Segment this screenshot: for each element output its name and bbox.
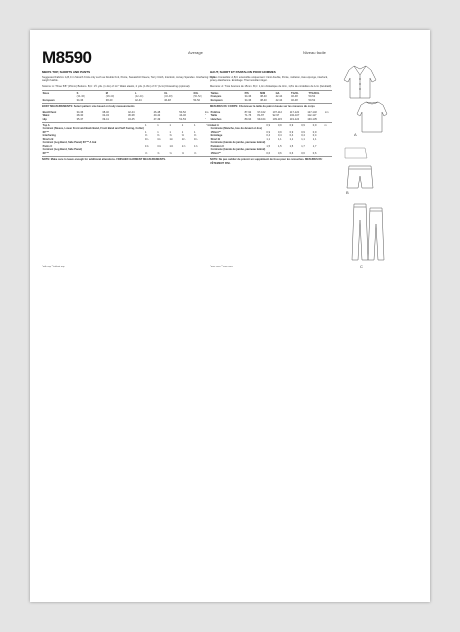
en-yardage-row-label: Contrast (Leg Band, Side Panel) 60"** A Gal [42, 141, 97, 145]
pants-back-sketch [368, 208, 384, 260]
french-notions: Mercerie: A: Trois boutons de 15mm. B,C: 1,4m d'élastique de 3cm, 1,8m de cordelière de 1cm (facultatif). [210, 84, 332, 88]
en-yardage-cell: ⅝ [193, 151, 197, 155]
english-notions: Notions: A: Three 5/8" (15mm) Buttons. B,C: 1½ yds. (1.4m) of 1¼" Waist elastic, 2 yds. (1.8m) of ⅜" (1cm) Drawstring (optional). [42, 84, 191, 88]
english-title: MEN'S TOP, SHORTS AND PANTS [42, 70, 91, 74]
fr-yardage-row [210, 152, 332, 156]
en-yardage-cell: ⅝ [157, 151, 160, 155]
french-title: HAUT, SHORT ET PANTALON POUR HOMMES [210, 70, 276, 74]
fr-yardage-row-label: Contraste (Manche, bas du devant et dos) [210, 127, 263, 131]
fr-size-cell: 42-44 [275, 98, 283, 102]
fr-size-cell: G/L [275, 91, 280, 95]
en-yardage-cell: 1¼ [157, 137, 161, 141]
fr-body-cell: 87-92 [244, 110, 252, 114]
sketch-label-c: C [360, 264, 363, 269]
en-body-unit: Ins. [204, 110, 210, 114]
shorts-sketch [345, 148, 373, 188]
fr-yardage-row-label: 150cm** [210, 151, 221, 155]
en-body-cell: 44-46 [179, 114, 186, 118]
en-size-cell: 34-36 [76, 98, 84, 102]
fr-body-cell: 92-97 [272, 114, 280, 118]
fr-size-row-label: Tailles [210, 91, 219, 95]
en-body-row-label: Hip [42, 117, 47, 121]
en-body-cell: 42-44 [127, 110, 135, 114]
fr-body-row-label: Taille [210, 114, 218, 118]
fr-yardage-cell: 0,9 [278, 130, 282, 134]
en-size-cell: XXL [193, 91, 199, 95]
en-size-cell: 50-52 [193, 98, 200, 102]
french-size-table [210, 92, 332, 103]
fr-size-cell: 38-40 [260, 95, 267, 99]
fr-size-cell: 46-48 [291, 98, 298, 102]
difficulty-en: Average [188, 50, 203, 55]
en-size-row-label: European [42, 98, 55, 102]
fr-yardage-cell: 1,7 [301, 144, 305, 148]
fr-yardage-row-label: Entoilage [210, 134, 223, 138]
en-body-cell: 50-52 [179, 110, 186, 114]
en-yardage-cell: ⅝ [181, 151, 184, 155]
en-yardage-cell: ⅜ [169, 134, 172, 138]
fr-size-row-label: Européen [210, 98, 223, 102]
fr-yardage-cell: 0,9 [301, 123, 305, 127]
en-size-cell: (50-52) [193, 95, 202, 99]
fr-yardage-unit: m [324, 123, 327, 127]
en-yardage-cell: 1 [144, 123, 147, 127]
fr-size-cell: 50-52 [308, 95, 316, 99]
fr-body-cell: 130-135 [307, 117, 317, 121]
en-size-cell: (46-48) [164, 95, 173, 99]
en-size-cell: XL [164, 91, 168, 95]
en-body-unit: " [204, 117, 206, 121]
en-yardage-cell: 1¼ [169, 137, 174, 141]
english-fabrics: Suggested Fabrics: A,B,C in Stretch Knits only such as Double Knit, Ponte, Sweatshirt Fleece, Terry Cloth, Interlock, Jersey Spandex. Interfacing: Light weight fusible. [42, 75, 216, 83]
fr-yardage-cell: 0,9 [278, 123, 282, 127]
en-body-cell: 43-45 [127, 117, 135, 121]
en-yardage-row-label: Contrast (Leg Band, Side Panel) [42, 148, 83, 152]
english-body-title: BODY MEASUREMENTS: Select pattern size based on body measurements [42, 105, 135, 109]
pants-front-sketch [352, 204, 368, 260]
fr-size-row-label: Français [210, 95, 222, 99]
en-yardage-cell: 1⅞ [181, 144, 186, 148]
fr-body-cell: 127-132 [307, 110, 317, 114]
en-size-cell: M [105, 91, 108, 95]
fr-yardage-cell: 0,6 [278, 151, 282, 155]
fr-yardage-cell: 1,5 [278, 144, 282, 148]
fr-yardage-cell: 0,9 [312, 123, 317, 127]
fr-body-cell: 112-117 [307, 114, 317, 118]
fr-yardage-cell: 0,9 [301, 130, 305, 134]
en-body-cell: 35-37 [76, 117, 84, 121]
english-body-table [42, 111, 222, 122]
fr-body-cell: 107-112 [272, 110, 282, 114]
en-yardage-unit: Yds. [206, 123, 212, 127]
french-fabrics: Tissus Conseillés: A,B,C extensible uniquement: tricot double, Ponte, molleton, tissu éponge, interlock, jersey élasthanne. Entoilage: Thermocollant léger. [210, 75, 328, 83]
fr-yardage-cell: 1,1 [312, 137, 317, 141]
fr-body-unit: cm [324, 110, 329, 114]
fr-size-cell: 46-48 [291, 95, 298, 99]
en-yardage-cell: ⅝ [169, 151, 172, 155]
en-body-cell: 51-53 [179, 117, 186, 121]
en-yardage-cell: ⅜ [193, 134, 197, 138]
fr-body-cell: 102-107 [289, 114, 300, 118]
en-yardage-cell: 1 [157, 130, 159, 134]
en-body-cell: 47-49 [153, 117, 161, 121]
en-body-cell: 46-48 [153, 110, 161, 114]
en-body-cell: 40-42 [153, 114, 161, 118]
fr-body-cell: 109-115 [272, 117, 282, 121]
en-yardage-row-label: Pants C [42, 144, 53, 148]
sketch-label-a: A [354, 132, 357, 137]
english-size-table [42, 92, 222, 103]
english-footnote: *with nap **without nap [42, 266, 65, 268]
fr-yardage-row-label: 150cm** [210, 130, 221, 134]
fr-yardage-cell: 0,9 [289, 123, 294, 127]
en-size-cell: (38-40) [105, 95, 115, 99]
fr-size-cell: 42-44 [275, 95, 283, 99]
divider [42, 156, 222, 157]
fr-body-cell: 71-76 [244, 114, 252, 118]
fr-yardage-cell: 0,9 [312, 130, 317, 134]
fr-body-cell: 81-87 [257, 114, 265, 118]
french-body-table [210, 111, 332, 122]
fr-yardage-row-label: Contraste (bande de jambe, panneau latéral) [210, 148, 266, 152]
english-yardage-table [42, 124, 222, 156]
fr-yardage-row-label: Pantalon C [210, 144, 225, 148]
french-yardage-table [210, 124, 332, 156]
fr-yardage-cell: 0,4 [312, 134, 317, 138]
en-yardage-cell: 1⅞ [193, 144, 198, 148]
english-column [42, 70, 222, 163]
fr-yardage-cell: 0,4 [301, 134, 305, 138]
fr-yardage-cell: 0,4 [289, 134, 294, 138]
en-yardage-cell: 1¼ [144, 137, 149, 141]
en-yardage-cell: 1 [169, 130, 171, 134]
en-yardage-cell: 1 [193, 123, 196, 127]
fr-yardage-cell: 1,5 [266, 144, 271, 148]
fr-size-row [210, 99, 332, 103]
en-size-row [42, 99, 222, 103]
en-yardage-row-label: 60"** [42, 151, 49, 155]
en-size-cell: S [76, 91, 79, 95]
fr-body-cell: 97-102 [257, 110, 266, 114]
en-body-cell: 34-36 [76, 110, 84, 114]
en-size-row-label: Sizes [42, 91, 50, 95]
en-body-row-label: Waist [42, 114, 50, 118]
fr-size-cell: 50-52 [308, 98, 316, 102]
en-size-cell: L [134, 91, 137, 95]
en-body-unit: " [204, 114, 206, 118]
fr-yardage-cell: 1,1 [289, 137, 294, 141]
fr-yardage-cell: 0,9 [266, 130, 271, 134]
en-yardage-cell: 1⅝ [169, 144, 174, 148]
en-body-cell: 38-40 [102, 110, 109, 114]
en-yardage-cell: 1¼ [193, 137, 198, 141]
fr-yardage-row-label: Haut A [210, 123, 219, 127]
en-yardage-row-label: 60"** [42, 130, 49, 134]
en-yardage-cell: 1 [181, 123, 184, 127]
en-body-row [42, 118, 222, 122]
fr-yardage-row-label: Contraste (bande de jambe, panneau latéral) [210, 141, 266, 145]
fr-yardage-cell: 0,9 [266, 123, 271, 127]
fr-yardage-row-label: Short B [210, 137, 220, 141]
french-column [210, 70, 332, 167]
fr-yardage-cell: 0,6 [312, 151, 317, 155]
divider [210, 156, 332, 157]
french-body-title: MESURES DU CORPS: Choisissez la taille du patron basée sur les mesures du corps [210, 105, 315, 109]
fr-yardage-cell: 0,6 [301, 151, 305, 155]
fr-body-cell: 119-124 [289, 117, 300, 121]
en-body-cell: 36-38 [127, 114, 135, 118]
french-note: NOTE: Ne pas oublier de prévoir un supplément de tissu pour les retouches. MESURES DU VÊTEMENT FINI. [210, 158, 323, 165]
en-yardage-cell: ⅜ [144, 134, 148, 138]
en-yardage-cell: 1 [193, 130, 196, 134]
fr-body-row [210, 118, 332, 122]
en-yardage-row-label: Top A [42, 123, 50, 127]
en-size-cell: 46-48 [164, 98, 171, 102]
en-yardage-cell: 1 [181, 130, 184, 134]
fr-yardage-cell: 1,7 [312, 144, 317, 148]
fr-yardage-cell: 0,6 [289, 151, 294, 155]
en-body-cell: 28-30 [76, 114, 84, 118]
fr-size-cell: 34-36 [244, 98, 252, 102]
fr-body-cell: 99-104 [257, 117, 266, 121]
en-size-cell: (34-36) [76, 95, 85, 99]
fr-size-cell: TG/XL [291, 91, 299, 95]
garment-sketches [332, 48, 388, 268]
fr-size-cell: P/S [244, 91, 249, 95]
fr-size-cell: M/M [260, 91, 266, 95]
en-size-cell: 38-40 [105, 98, 113, 102]
fr-body-cell: 89-94 [244, 117, 252, 121]
en-yardage-cell: 1 [169, 123, 171, 127]
english-note: NOTE: Make sure to leave enough for additional alterations. FINISHED GARMENT MEASUREMENTS. [42, 158, 166, 162]
fr-yardage-cell: 0,4 [278, 134, 282, 138]
pattern-number: M8590 [42, 48, 92, 67]
fr-yardage-cell: 1,5 [289, 144, 294, 148]
shirt-back-sketch [357, 102, 387, 132]
fr-yardage-cell: 0,4 [266, 134, 271, 138]
en-yardage-cell: 1⅝ [144, 144, 149, 148]
en-yardage-row [42, 152, 222, 156]
sketch-label-b: B [346, 190, 349, 195]
en-yardage-cell: 1 [144, 130, 147, 134]
fr-yardage-cell: 1,1 [278, 137, 282, 141]
fr-body-cell: 117-122 [289, 110, 300, 114]
en-yardage-row-label: Shorts B [42, 137, 54, 141]
en-yardage-cell: ⅝ [144, 151, 148, 155]
difficulty-fr: Niveau facile [303, 50, 326, 55]
en-yardage-cell: 1⅝ [157, 144, 161, 148]
en-yardage-cell: ⅜ [181, 134, 184, 138]
shirt-front-sketch [344, 66, 376, 98]
en-size-cell: 42-44 [134, 98, 142, 102]
fr-size-cell: 34-36 [244, 95, 252, 99]
en-yardage-row-label: Contrast (Sleeve, Lower Front and Back Band, Front Band and Self Facing, Collar) [42, 127, 144, 131]
en-yardage-cell: 1 [157, 123, 159, 127]
fr-yardage-cell: 1,1 [266, 137, 271, 141]
french-footnote: *avec sens **sans sens [210, 266, 233, 268]
en-size-cell: (42-44) [134, 95, 144, 99]
en-body-row-label: Bust/Chest [42, 110, 57, 114]
fr-size-cell: TTG/XXL [308, 91, 320, 95]
en-yardage-row-label: Interfacing [42, 134, 56, 138]
en-yardage-cell: 1¼ [181, 137, 186, 141]
fr-yardage-cell: 0,6 [266, 151, 271, 155]
en-body-cell: 39-41 [102, 117, 109, 121]
fr-body-row-label: Hanches [210, 117, 222, 121]
fr-yardage-cell: 1,1 [301, 137, 305, 141]
fr-yardage-cell: 0,9 [289, 130, 294, 134]
en-yardage-cell: ⅜ [157, 134, 160, 138]
en-body-cell: 32-34 [102, 114, 109, 118]
fr-body-row-label: Poitrine [210, 110, 221, 114]
fr-size-cell: 38-40 [260, 98, 267, 102]
